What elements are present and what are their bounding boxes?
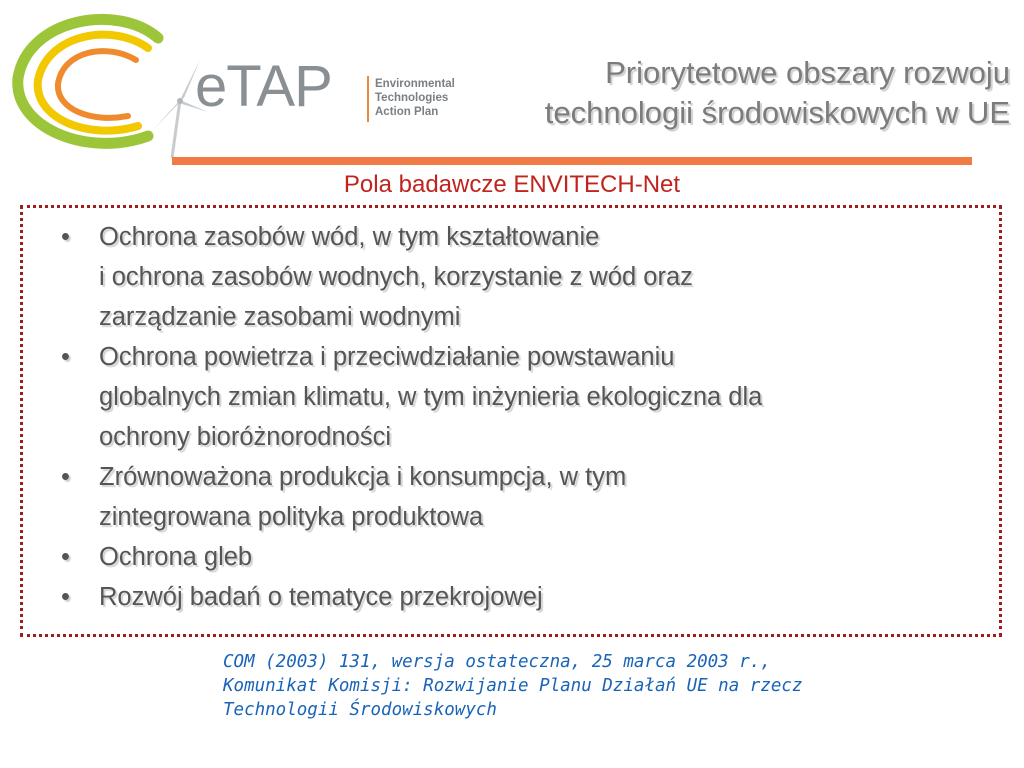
bullet-text-line: Ochrona powietrza i przeciwdziałanie powstawaniu bbox=[99, 343, 675, 371]
slide-subtitle: Pola badawcze ENVITECH-Net bbox=[343, 171, 681, 198]
bullet-text-line: i ochrona zasobów wodnych, korzystanie z wód oraz bbox=[99, 263, 693, 291]
content-box bbox=[20, 205, 1002, 637]
slide-title-line: technologii środowiskowych w UE bbox=[544, 95, 1010, 130]
bullet-icon: • bbox=[61, 463, 70, 491]
bullet-text-line: Rozwój badań o tematyce przekrojowej bbox=[99, 583, 543, 611]
bullet-item bbox=[59, 217, 999, 337]
bullet-list bbox=[59, 217, 999, 617]
bullet-text-line: zarządzanie zasobami wodnymi bbox=[99, 303, 461, 331]
bullet-item bbox=[59, 457, 999, 537]
bullet-item bbox=[59, 577, 999, 617]
etap-logo-swirl bbox=[8, 8, 208, 158]
bullet-text-line: Ochrona gleb bbox=[99, 543, 253, 571]
bullet-icon: • bbox=[61, 223, 70, 251]
bullet-item bbox=[59, 537, 999, 577]
logo-tagline bbox=[375, 77, 455, 119]
bullet-text-line: zintegrowana polityka produktowa bbox=[99, 503, 484, 531]
etap-logo-wordmark: eTAP bbox=[195, 54, 332, 119]
slide-title-line: Priorytetowe obszary rozwoju bbox=[605, 55, 1010, 90]
bullet-text-line: ochrony bioróżnorodności bbox=[99, 423, 392, 451]
bullet-text-line: globalnych zmian klimatu, w tym inżynieria ekologiczna dla bbox=[99, 383, 763, 411]
bullet-text-line: Zrównoważona produkcja i konsumpcja, w tym bbox=[99, 463, 627, 491]
bullet-item bbox=[59, 337, 999, 457]
logo-divider bbox=[367, 76, 369, 122]
bullet-icon: • bbox=[61, 543, 70, 571]
source-footnote bbox=[223, 650, 802, 722]
footnote-line: Komunikat Komisji: Rozwijanie Planu Działań UE na rzecz bbox=[223, 676, 803, 696]
bullet-icon: • bbox=[61, 343, 70, 371]
bullet-text-line: Ochrona zasobów wód, w tym kształtowanie bbox=[99, 223, 600, 251]
logo-tagline-line: Environmental bbox=[375, 78, 455, 90]
footnote-line: COM (2003) 131, wersja ostateczna, 25 marca 2003 r., bbox=[223, 652, 771, 672]
logo-tagline-line: Technologies bbox=[375, 92, 449, 104]
title-underline-rule bbox=[172, 157, 972, 165]
footnote-line: Technologii Środowiskowych bbox=[223, 700, 497, 720]
logo-tagline-line: Action Plan bbox=[375, 106, 439, 118]
bullet-icon: • bbox=[61, 583, 70, 611]
slide-title bbox=[545, 53, 1010, 133]
